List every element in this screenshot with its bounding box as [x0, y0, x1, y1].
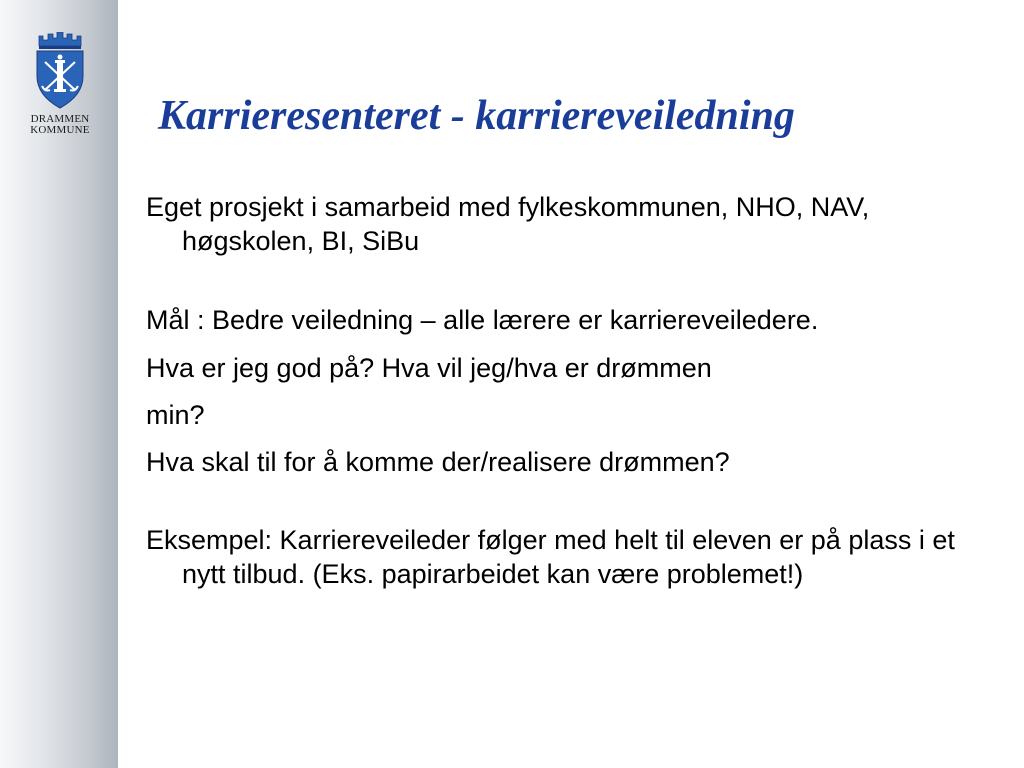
paragraph-example: Eksempel: Karriereveileder følger med helt til eleven er på plass i et nytt tilbud. (Eks. papirarbeidet kan være problemet!)	[146, 525, 955, 589]
municipality-logo	[22, 32, 98, 136]
coat-of-arms-icon	[31, 32, 89, 110]
paragraph-question-1: Hva er jeg god på? Hva vil jeg/hva er drømmen	[146, 353, 712, 383]
paragraph-question-2: Hva skal til for å komme der/realisere drømmen?	[146, 447, 730, 477]
slide-body	[146, 190, 966, 591]
paragraph-question-1-cont: min?	[146, 400, 205, 430]
logo-text-line2: KOMMUNE	[30, 124, 90, 136]
logo-text-line1: DRAMMEN	[30, 113, 90, 125]
paragraph-partners: Eget prosjekt i samarbeid med fylkeskommunen, NHO, NAV, høgskolen, BI, SiBu	[146, 192, 870, 256]
paragraph-goal: Mål : Bedre veiledning – alle lærere er karriereveiledere.	[146, 305, 819, 335]
slide-title: Karrieresenteret - karriereveiledning	[158, 93, 795, 139]
